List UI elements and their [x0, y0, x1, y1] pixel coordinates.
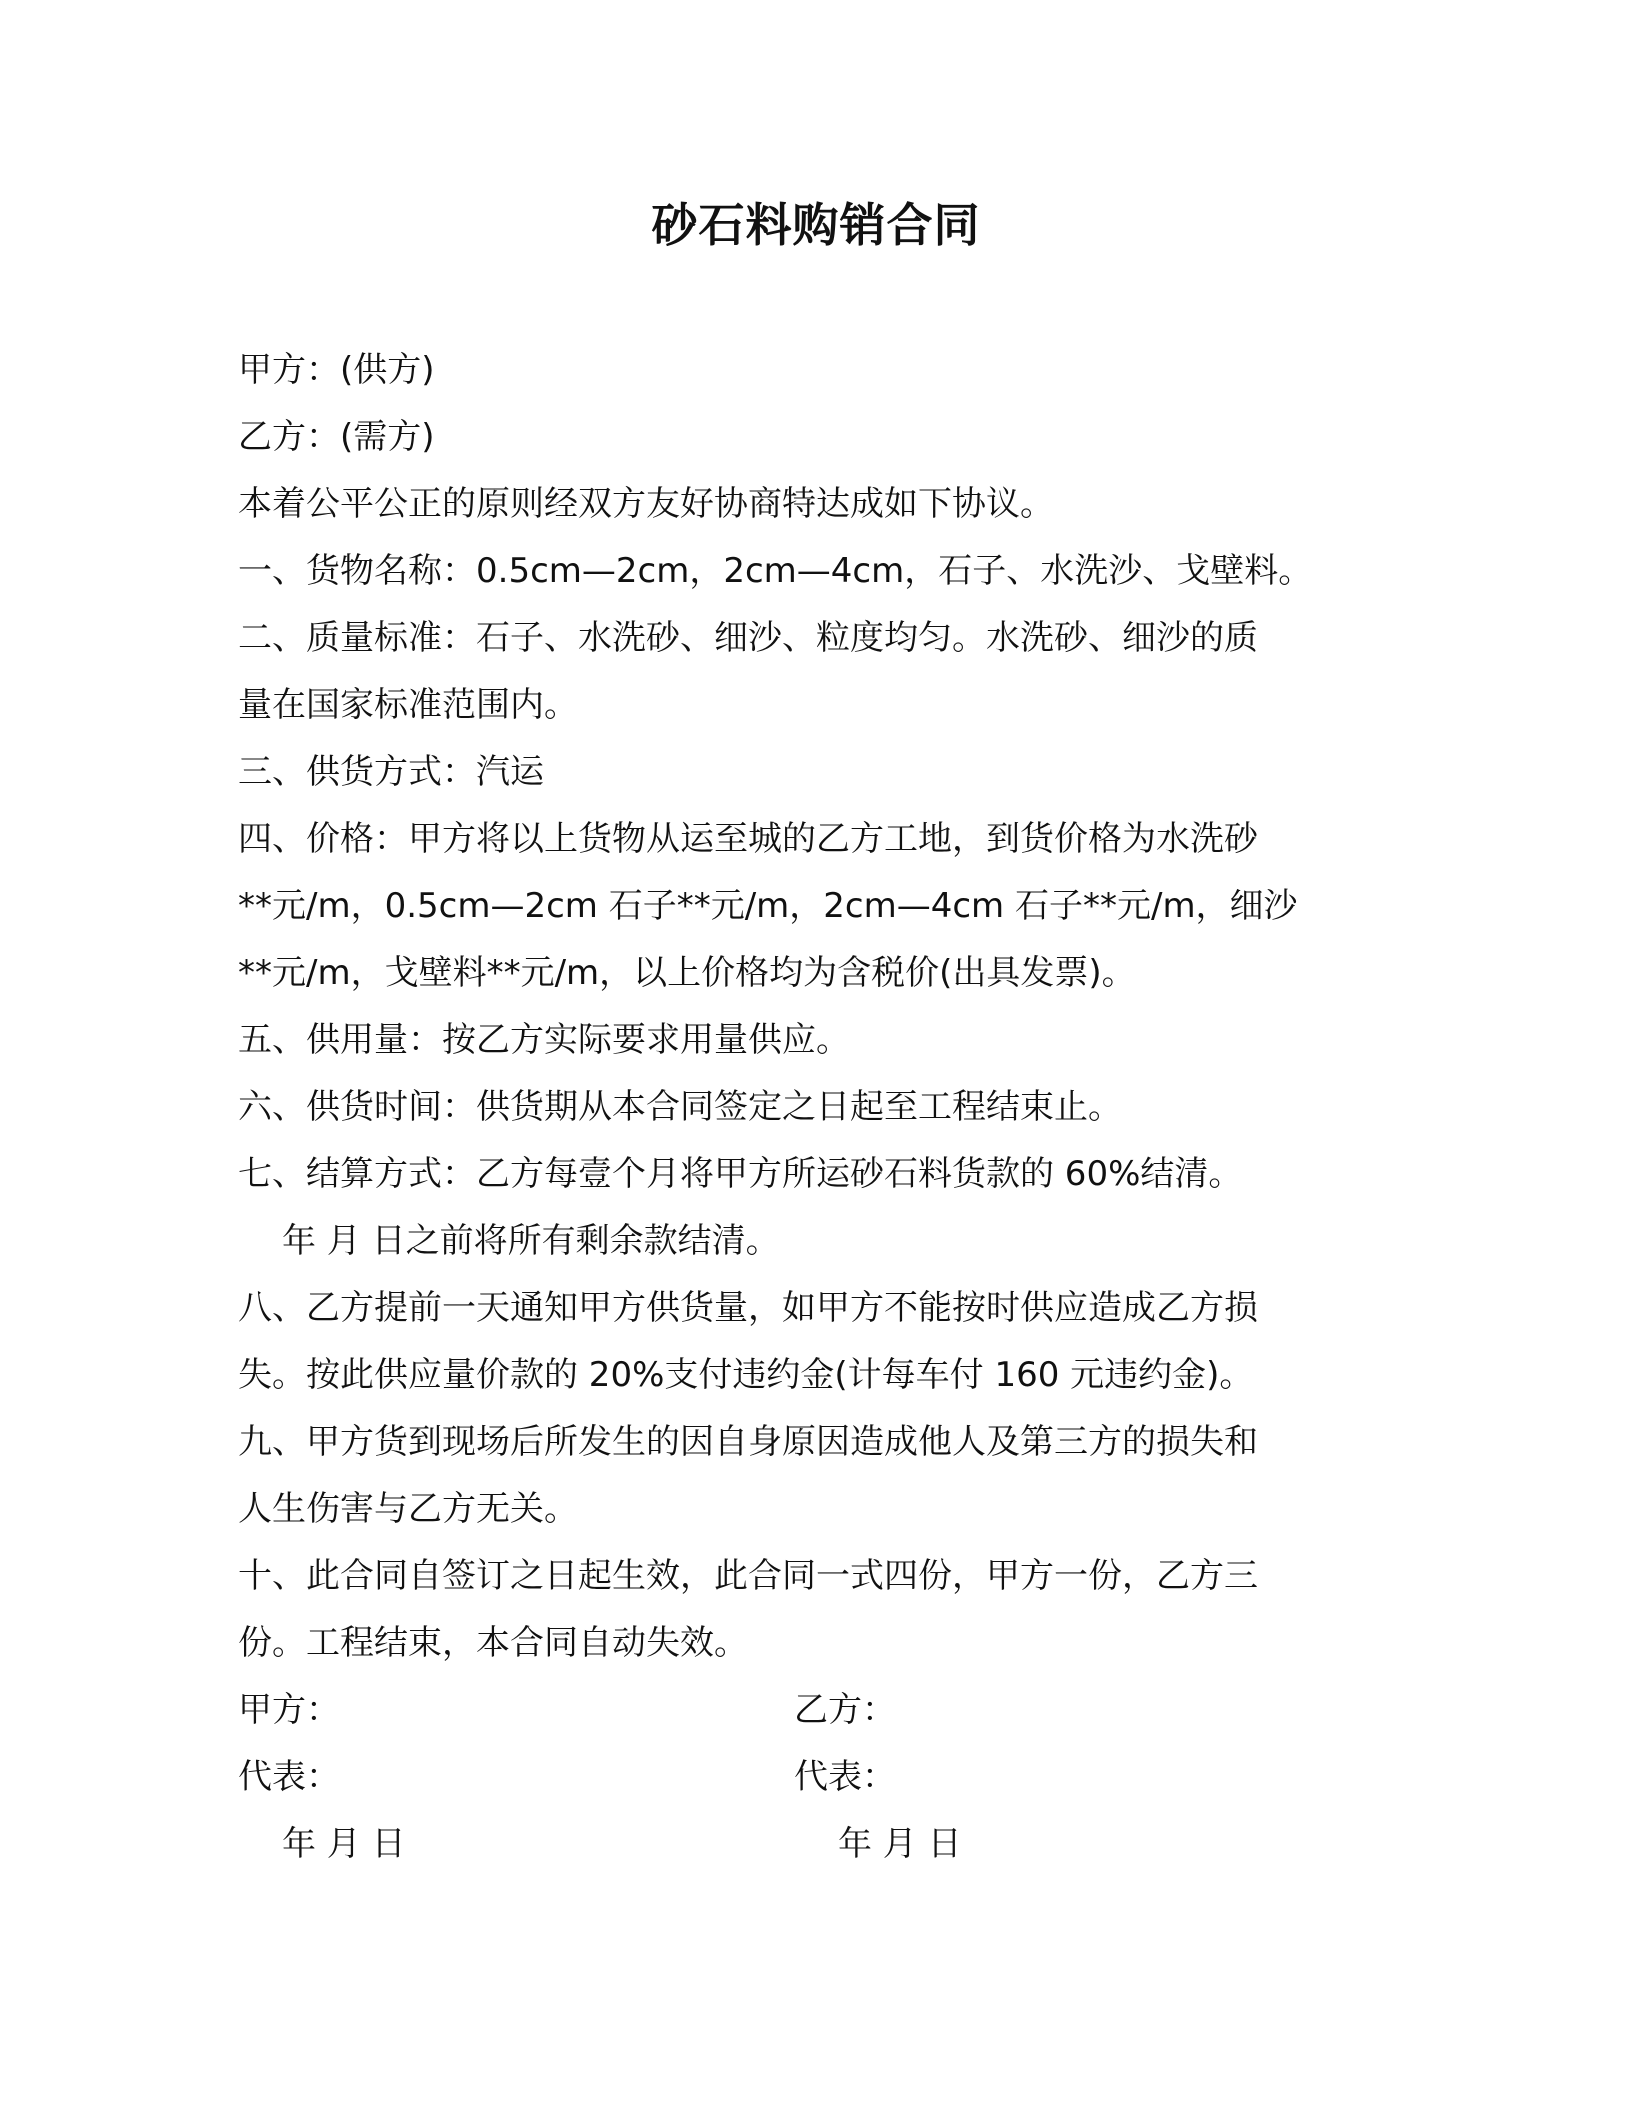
party-a-date: 年 月 日 [282, 1824, 406, 1864]
clause-4-price-line-2: **元/m，0.5cm—2cm 石子**元/m，2cm—4cm 石子**元/m，细沙 [238, 886, 1298, 926]
party-b-signature-label: 乙方： [794, 1690, 896, 1730]
signature-party-row [238, 1677, 1398, 1744]
party-b-date: 年 月 日 [838, 1824, 962, 1864]
party-a-line: 甲方：(供方) [238, 350, 435, 390]
clause-7-settlement-line-1: 七、结算方式：乙方每壹个月将甲方所运砂石料货款的 60%结清。 [238, 1154, 1243, 1194]
clause-5-quantity: 五、供用量：按乙方实际要求用量供应。 [238, 1020, 850, 1060]
preamble-line: 本着公平公正的原则经双方友好协商特达成如下协议。 [238, 484, 1054, 524]
clause-8-notice-line-1: 八、乙方提前一天通知甲方供货量，如甲方不能按时供应造成乙方损 [238, 1288, 1258, 1328]
clause-4-price-line-1: 四、价格：甲方将以上货物从运至城的乙方工地，到货价格为水洗砂 [238, 819, 1258, 859]
clause-9-liability-line-1: 九、甲方货到现场后所发生的因自身原因造成他人及第三方的损失和 [238, 1422, 1258, 1462]
clause-7-settlement-line-2: 年 月 日之前将所有剩余款结清。 [282, 1221, 780, 1261]
clause-3-delivery-method: 三、供货方式：汽运 [238, 752, 544, 792]
party-a-representative-label: 代表： [238, 1757, 340, 1797]
clause-10-effect-line-1: 十、此合同自签订之日起生效，此合同一式四份，甲方一份，乙方三 [238, 1556, 1258, 1596]
document-title: 砂石料购销合同 [651, 198, 981, 252]
clause-2-quality-line-2: 量在国家标准范围内。 [238, 685, 578, 725]
party-b-line: 乙方：(需方) [238, 417, 435, 457]
clause-4-price-line-3: **元/m，戈壁料**元/m，以上价格均为含税价(出具发票)。 [238, 953, 1136, 993]
clause-10-effect-line-2: 份。工程结束，本合同自动失效。 [238, 1623, 748, 1663]
signature-representative-row [238, 1744, 1398, 1811]
party-b-representative-label: 代表： [794, 1757, 896, 1797]
clause-9-liability-line-2: 人生伤害与乙方无关。 [238, 1489, 578, 1529]
clause-2-quality-line-1: 二、质量标准：石子、水洗砂、细沙、粒度均匀。水洗砂、细沙的质 [238, 618, 1258, 658]
signature-date-row [238, 1811, 1398, 1878]
contract-body [238, 337, 1398, 1878]
party-a-signature-label: 甲方： [238, 1690, 340, 1730]
clause-1-goods-name: 一、货物名称：0.5cm—2cm，2cm—4cm，石子、水洗沙、戈壁料。 [238, 551, 1313, 591]
clause-8-notice-line-2: 失。按此供应量价款的 20%支付违约金(计每车付 160 元违约金)。 [238, 1355, 1254, 1395]
clause-6-delivery-time: 六、供货时间：供货期从本合同签定之日起至工程结束止。 [238, 1087, 1122, 1127]
